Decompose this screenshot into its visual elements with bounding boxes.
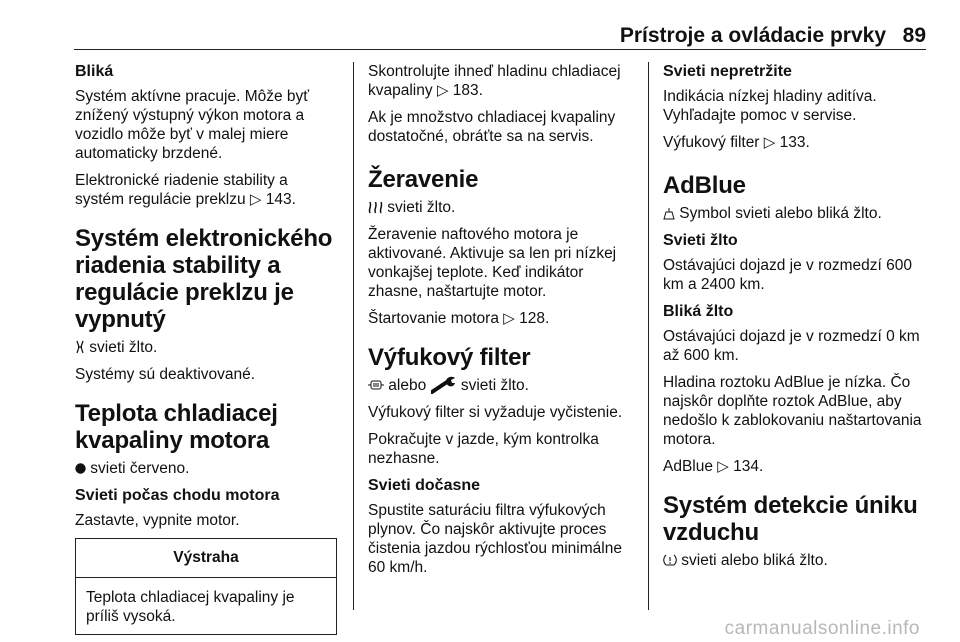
paragraph-with-ref: Skontrolujte ihneď hladinu chladiacej kvapaliny ▷ 183. [368, 63, 621, 99]
page-ref[interactable]: 134. [733, 458, 764, 475]
page-ref[interactable]: 143. [265, 191, 296, 208]
paragraph: Výfukový filter si vyžaduje vyčistenie. [368, 404, 623, 421]
adblue-icon [663, 207, 675, 220]
paragraph-with-ref: Štartovanie motora ▷ 128. [368, 310, 550, 327]
page-ref-arrow-icon: ▷ [249, 191, 262, 208]
page-ref-arrow-icon: ▷ [717, 458, 729, 475]
page-header [74, 24, 926, 46]
paragraph: Spustite saturáciu filtra výfukových plynov. Čo najskôr aktivujte proces čistenia jazdou rýchlosťou minimálne 60 km/h. [368, 502, 622, 576]
page-ref-arrow-icon: ▷ [436, 82, 449, 99]
warning-text: Teplota chladiacej kvapaliny je príliš vysoká. [86, 589, 295, 625]
watermark: carmanualsonline.info [724, 618, 920, 639]
exhaust-filter-icon [368, 379, 384, 391]
paragraph-with-ref: Výfukový filter ▷ 133. [663, 134, 810, 151]
paragraph: Zastavte, vypnite motor. [75, 512, 240, 529]
tyre-pressure-icon [663, 554, 677, 567]
indicator-line: svieti žlto. [75, 338, 337, 357]
indicator-line: svieti červeno. [75, 459, 337, 478]
paragraph: Žeravenie naftového motora je aktivované. Aktivuje sa len pri nízkej vonkajšej teplote. Keď indikátor zhasne, naštartujte motor. [368, 226, 617, 300]
page-number: 89 [902, 24, 926, 47]
heading-blink-yellow: Bliká žlto [663, 303, 734, 320]
column-2 [368, 62, 634, 585]
page-ref[interactable]: 183. [452, 82, 483, 99]
indicator-line: Symbol svieti alebo bliká žlto. [663, 204, 929, 223]
red-dot-icon [75, 463, 86, 474]
paragraph: Indikácia nízkej hladiny aditíva. Vyhľadajte pomoc v servise. [663, 88, 877, 124]
wrench-icon [431, 376, 457, 394]
paragraph: Ak je množstvo chladiacej kvapaliny dostatočné, obráťte sa na servis. [368, 109, 616, 145]
page-ref[interactable]: 128. [519, 310, 550, 327]
page-ref-arrow-icon: ▷ [763, 134, 776, 151]
page-ref-arrow-icon: ▷ [503, 310, 515, 327]
heading-blika: Bliká [75, 63, 114, 80]
indicator-line: svieti žlto. [368, 198, 634, 217]
glow-plug-icon [368, 201, 383, 214]
section-title-leak: Systém detekcie úniku vzduchu [663, 492, 918, 546]
paragraph: Ostávajúci dojazd je v rozmedzí 600 km a 2400 km. [663, 257, 912, 293]
paragraph: Pokračujte v jazde, kým kontrolka nezhasne. [368, 431, 599, 467]
section-title-adblue: AdBlue [663, 172, 746, 199]
warning-title: Výstraha [76, 539, 336, 578]
heading-drive: Svieti počas chodu motora [75, 487, 280, 504]
header-rule [74, 49, 926, 50]
indicator-line: svieti alebo bliká žlto. [663, 551, 929, 570]
indicator-line: alebo svieti žlto. [368, 376, 634, 395]
paragraph: Systém aktívne pracuje. Môže byť znížený výstupný výkon motora a vozidlo môže byť v malej miere automaticky brzdené. [75, 88, 310, 162]
traction-off-icon [75, 340, 85, 354]
paragraph: Systémy sú deaktivované. [75, 366, 256, 383]
section-title-coolant: Teplota chladiacej kvapaliny motora [75, 400, 278, 454]
paragraph-with-ref: Elektronické riadenie stability a systém regulácie preklzu ▷ 143. [75, 172, 296, 208]
paragraph-with-ref: AdBlue ▷ 134. [663, 458, 764, 475]
column-divider-1 [353, 62, 354, 610]
section-title-esc: Systém elektronického riadenia stability a regulácie preklzu je vypnutý [75, 225, 333, 333]
heading-temporary: Svieti dočasne [368, 477, 481, 494]
heading-constant: Svieti nepretržite [663, 63, 792, 80]
column-3 [663, 62, 929, 578]
column-divider-2 [648, 62, 649, 610]
section-title-filter: Výfukový filter [368, 344, 531, 371]
paragraph: Hladina roztoku AdBlue je nízka. Čo najskôr doplňte roztok AdBlue, aby nedošlo k zablokovaniu naštartovania motora. [663, 374, 922, 448]
section-title-glow: Žeravenie [368, 166, 479, 193]
heading-yellow: Svieti žlto [663, 232, 738, 249]
column-1 [75, 62, 337, 635]
paragraph: Ostávajúci dojazd je v rozmedzí 0 km až 600 km. [663, 328, 920, 364]
page-ref[interactable]: 133. [779, 134, 810, 151]
warning-box [75, 538, 337, 635]
chapter-title: Prístroje a ovládacie prvky [619, 24, 886, 47]
